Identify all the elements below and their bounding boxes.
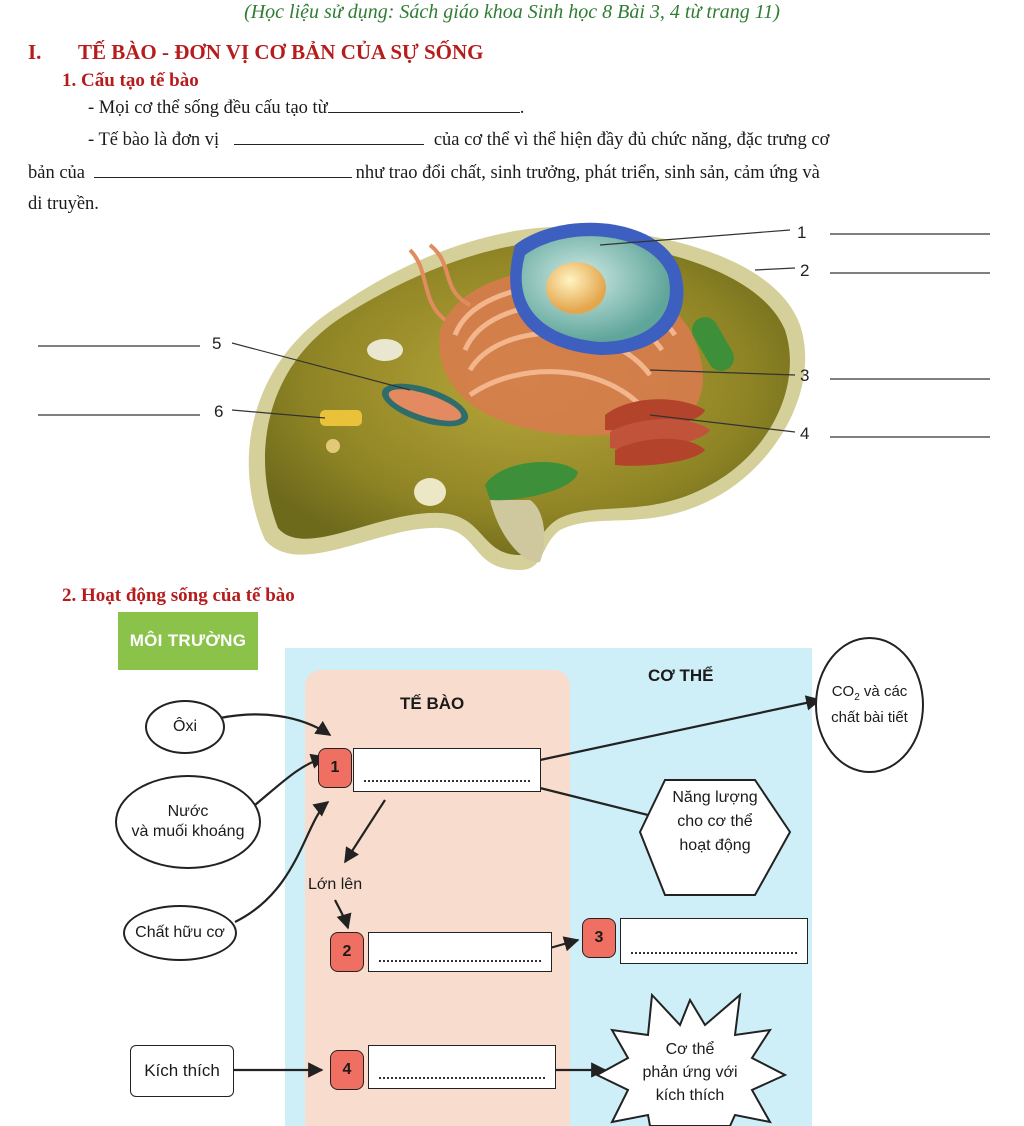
line-2-end: của cơ thể vì thể hiện đầy đủ chức năng, đặc trưng cơ	[433, 130, 830, 150]
input-organic: Chất hữu cơ	[123, 905, 237, 961]
source-note: (Học liệu sử dụng: Sách giáo khoa Sinh học 8 Bài 3, 4 từ trang 11)	[244, 1, 780, 23]
cell-label-1: 1	[797, 223, 807, 242]
excretion-label: chất bài tiết	[831, 709, 908, 726]
section-title: TẾ BÀO - ĐƠN VỊ CƠ BẢN CỦA SỰ SỐNG	[78, 40, 484, 64]
blank-field-1[interactable]	[328, 96, 520, 113]
text-line-3	[28, 161, 820, 185]
centriole	[320, 410, 362, 426]
grow-label: Lớn lên	[308, 876, 363, 893]
text-line-2	[88, 128, 829, 152]
output-co2	[815, 637, 924, 773]
energy-line-1: Năng lượng	[672, 789, 758, 806]
step-3-answer-box[interactable]	[620, 918, 808, 964]
animal-cell-illustration	[0, 210, 1024, 585]
input-stimulus: Kích thích	[130, 1045, 234, 1097]
co2-label: $CO_2$ và các	[831, 683, 908, 703]
output-energy	[645, 788, 785, 856]
line-1-text: - Mọi cơ thể sống đều cấu tạo từ	[88, 98, 328, 118]
line-3-text: bản của	[28, 163, 86, 183]
step-1-answer-box[interactable]	[353, 748, 541, 792]
text-line-4: di truyền.	[28, 194, 99, 214]
blank-field-2[interactable]	[234, 128, 424, 145]
cell-label-3: 3	[800, 366, 810, 385]
cell-label-5: 5	[212, 334, 222, 353]
response-line-1: Cơ thể	[665, 1041, 715, 1058]
vesicle	[367, 339, 403, 361]
subsection-activity-title: 2. Hoạt động sống của tế bào	[62, 585, 295, 606]
nucleolus	[546, 262, 606, 314]
minerals-label: và muối khoáng	[131, 823, 245, 840]
response-line-3: kích thích	[655, 1087, 725, 1104]
step-4-answer-box[interactable]	[368, 1045, 556, 1089]
output-response	[620, 1040, 760, 1106]
centrosome	[326, 439, 340, 453]
cell-title: TẾ BÀO	[400, 694, 465, 713]
lysosome	[414, 478, 446, 506]
cell-label-6: 6	[214, 402, 224, 421]
golgi-apparatus	[605, 399, 710, 465]
section-heading	[28, 40, 483, 65]
input-oxygen: Ôxi	[145, 700, 225, 754]
response-line-2: phản ứng với	[642, 1064, 738, 1081]
text-line-1	[88, 96, 524, 120]
blank-field-3[interactable]	[94, 161, 352, 178]
environment-badge: MÔI TRƯỜNG	[118, 612, 258, 670]
energy-line-2: cho cơ thể	[677, 813, 753, 830]
line-2-text: - Tế bào là đơn vị	[88, 130, 220, 150]
step-2-answer-box[interactable]	[368, 932, 552, 972]
cell-label-2: 2	[800, 261, 810, 280]
input-water	[115, 775, 261, 869]
step-4-badge: 4	[330, 1050, 364, 1090]
subsection-structure-title: 1. Cấu tạo tế bào	[62, 70, 199, 91]
energy-line-3: hoạt động	[679, 837, 751, 854]
line-3-end: như trao đổi chất, sinh trưởng, phát triển, sinh sản, cảm ứng và	[355, 163, 820, 183]
step-2-badge: 2	[330, 932, 364, 972]
water-label: Nước	[167, 803, 209, 820]
step-1-badge: 1	[318, 748, 352, 788]
step-3-badge: 3	[582, 918, 616, 958]
body-title: CƠ THỂ	[648, 666, 714, 685]
section-number: I.	[28, 40, 42, 64]
line-1-end: .	[519, 98, 525, 118]
cell-label-4: 4	[800, 424, 810, 443]
